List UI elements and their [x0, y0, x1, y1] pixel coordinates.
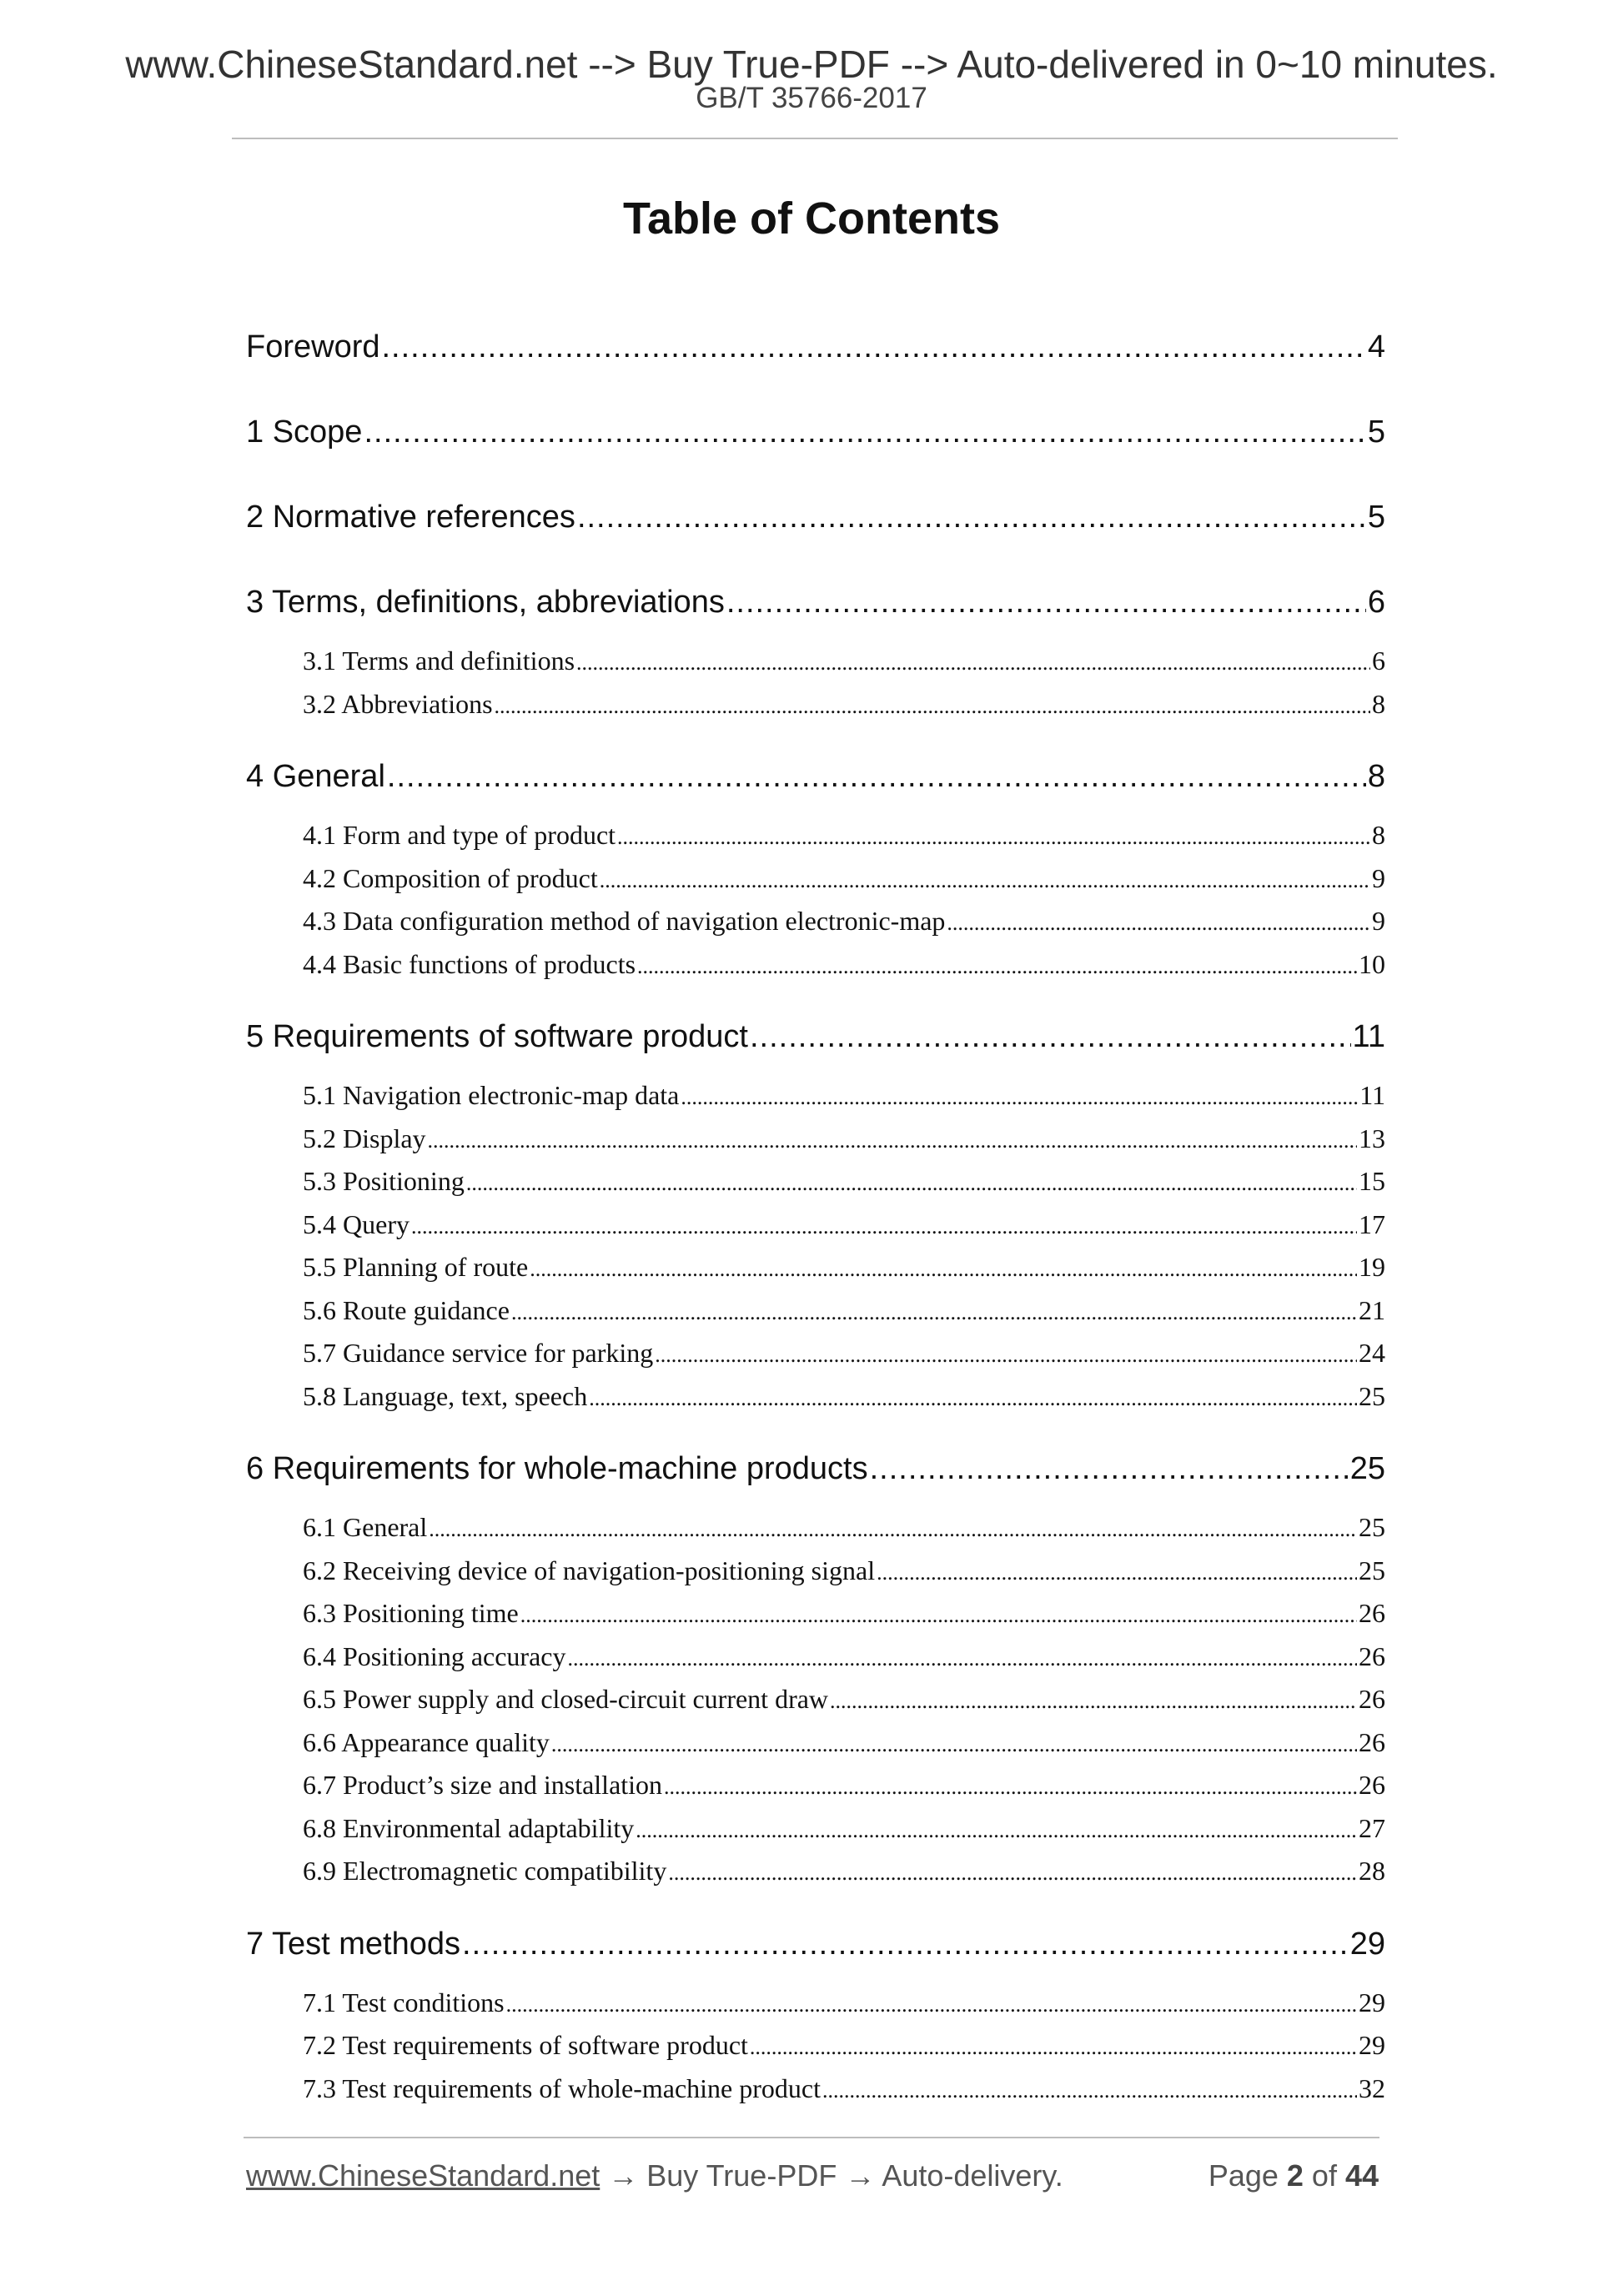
toc-subentry[interactable]: [246, 1118, 1385, 1161]
toc-subentry-label: 6.1 General: [303, 1512, 428, 1542]
toc-leader-dots: [822, 2069, 1357, 2113]
toc-entry-label: 3 Terms, definitions, abbreviations: [246, 585, 725, 620]
toc-subentry-label: 5.2 Display: [303, 1123, 426, 1153]
toc-subentry-page: 32: [1359, 2072, 1385, 2103]
toc-subentry-label: 6.9 Electromagnetic compatibility: [303, 1856, 667, 1886]
toc-subentry-label: 6.6 Appearance quality: [303, 1726, 550, 1757]
page-indicator: [1208, 2151, 1379, 2201]
toc-subentry-page: 8: [1372, 820, 1385, 850]
toc-entry-page: 5: [1367, 500, 1385, 535]
toc-entry[interactable]: [246, 568, 1385, 636]
toc-subentry-label: 6.2 Receiving device of navigation-positioning signal: [303, 1555, 876, 1585]
page-prefix: Page: [1208, 2158, 1287, 2193]
toc-subentry[interactable]: [246, 1160, 1385, 1203]
toc-entry-page: 6: [1367, 585, 1385, 620]
toc-leader-dots: [495, 685, 1370, 728]
footer-divider: [244, 2137, 1379, 2138]
toc-leader-dots: [506, 1983, 1357, 2027]
toc-subentry-page: 26: [1359, 1684, 1385, 1714]
toc-subentry-label: 5.7 Guidance service for parking: [303, 1338, 654, 1368]
toc-subentry-label: 6.5 Power supply and closed-circuit current draw: [303, 1684, 829, 1714]
toc-subentry[interactable]: [246, 814, 1385, 857]
toc-subentry-page: 25: [1359, 1555, 1385, 1585]
toc-subentry-label: 7.3 Test requirements of whole-machine product: [303, 2072, 821, 2103]
toc-leader-dots: [750, 1002, 1351, 1071]
toc-entry-label: 7 Test methods: [246, 1926, 461, 1962]
toc-entry-page: 4: [1367, 329, 1385, 364]
toc-subentry-page: 26: [1359, 1640, 1385, 1671]
toc-entry[interactable]: [246, 742, 1385, 811]
toc-subentry-page: 26: [1359, 1770, 1385, 1800]
toc-leader-dots: [576, 641, 1370, 685]
toc-subentry[interactable]: [246, 1550, 1385, 1593]
toc-leader-dots: [664, 1766, 1357, 1809]
toc-entry-page: 5: [1367, 414, 1385, 450]
toc-subentry-label: 5.1 Navigation electronic-map data: [303, 1080, 680, 1110]
toc-entry-label: 6 Requirements for whole-machine products: [246, 1451, 868, 1486]
toc-subentry-label: 3.2 Abbreviations: [303, 688, 493, 719]
current-page-number: 2: [1286, 2158, 1304, 2193]
total-pages: 44: [1344, 2158, 1379, 2193]
toc-leader-dots: [617, 816, 1370, 859]
toc-subentry[interactable]: [246, 1506, 1385, 1550]
toc-entry-label: 2 Normative references: [246, 500, 575, 535]
toc-subentry-label: 5.8 Language, text, speech: [303, 1380, 588, 1411]
footer-website-link[interactable]: www.ChineseStandard.net: [246, 2158, 600, 2193]
toc-entry[interactable]: [246, 1002, 1385, 1071]
toc-subentry-page: 11: [1359, 1080, 1385, 1110]
toc-entry[interactable]: [246, 483, 1385, 551]
toc-leader-dots: [428, 1119, 1357, 1163]
toc-subentry-label: 4.2 Composition of product: [303, 862, 598, 893]
toc-leader-dots: [577, 483, 1366, 551]
toc-entry-label: Foreword: [246, 329, 380, 364]
toc-leader-dots: [655, 1334, 1357, 1377]
toc-entry-page: 8: [1367, 759, 1385, 794]
toc-subentry[interactable]: [246, 1721, 1385, 1765]
header-divider: [232, 138, 1398, 139]
toc-leader-dots: [429, 1508, 1357, 1551]
toc-subentry-page: 9: [1372, 906, 1385, 936]
toc-entry[interactable]: [246, 398, 1385, 466]
toc-subentry[interactable]: [246, 1592, 1385, 1635]
toc-subentry-page: 9: [1372, 862, 1385, 893]
toc-subentry[interactable]: [246, 1289, 1385, 1333]
toc-subentry-page: 26: [1359, 1598, 1385, 1628]
toc-subentry-page: 24: [1359, 1338, 1385, 1368]
toc-leader-dots: [668, 1851, 1357, 1895]
toc-leader-dots: [411, 1205, 1357, 1248]
toc-subentry-page: 8: [1372, 688, 1385, 719]
toc-subentry-label: 6.8 Environmental adaptability: [303, 1812, 635, 1843]
toc-leader-dots: [681, 1076, 1358, 1119]
toc-entry-label: 1 Scope: [246, 414, 363, 450]
toc-subentry[interactable]: [246, 900, 1385, 943]
table-of-contents: [246, 313, 1385, 2110]
toc-leader-dots: [750, 2026, 1357, 2069]
toc-leader-dots: [567, 1637, 1357, 1681]
toc-subentry[interactable]: [246, 1807, 1385, 1851]
toc-subentry-label: 5.6 Route guidance: [303, 1294, 510, 1325]
toc-subentry-page: 17: [1359, 1208, 1385, 1239]
standard-number: GB/T 35766-2017: [696, 82, 927, 114]
toc-subentry-label: 5.5 Planning of route: [303, 1252, 529, 1282]
toc-subentry-label: 6.3 Positioning time: [303, 1598, 519, 1628]
toc-subentry-page: 27: [1359, 1812, 1385, 1843]
toc-leader-dots: [551, 1723, 1357, 1766]
toc-leader-dots: [462, 1910, 1349, 1978]
toc-leader-dots: [364, 398, 1365, 466]
toc-subentry[interactable]: [246, 640, 1385, 683]
toc-subentry-label: 4.4 Basic functions of products: [303, 948, 636, 979]
toc-entry-page: 11: [1352, 1019, 1385, 1054]
toc-leader-dots: [511, 1291, 1357, 1334]
toc-subentry[interactable]: [246, 1203, 1385, 1247]
toc-subentry[interactable]: [246, 1850, 1385, 1893]
page-title: Table of Contents: [623, 193, 1000, 244]
toc-leader-dots: [600, 859, 1370, 902]
toc-subentry-page: 29: [1359, 1987, 1385, 2017]
toc-subentry-label: 6.7 Product’s size and installation: [303, 1770, 663, 1800]
footer-tagline: → Buy True-PDF → Auto-delivery.: [600, 2158, 1063, 2193]
toc-leader-dots: [877, 1551, 1357, 1595]
toc-subentry-label: 6.4 Positioning accuracy: [303, 1640, 566, 1671]
toc-subentry-page: 25: [1359, 1380, 1385, 1411]
toc-entry-page: 25: [1349, 1451, 1385, 1486]
top-banner: www.ChineseStandard.net --> Buy True-PDF --> Auto-delivered in 0~10 minutes.: [125, 43, 1498, 86]
toc-entry[interactable]: [246, 313, 1385, 381]
toc-subentry-page: 21: [1359, 1294, 1385, 1325]
toc-leader-dots: [947, 902, 1370, 945]
toc-subentry-label: 7.2 Test requirements of software product: [303, 2030, 748, 2060]
toc-subentry-label: 5.3 Positioning: [303, 1166, 465, 1196]
toc-leader-dots: [830, 1680, 1357, 1723]
page-of-text: of: [1303, 2158, 1345, 2193]
toc-subentry[interactable]: [246, 1982, 1385, 2025]
toc-subentry-page: 19: [1359, 1252, 1385, 1282]
toc-subentry[interactable]: [246, 1074, 1385, 1118]
toc-subentry[interactable]: [246, 943, 1385, 987]
toc-subentry-label: 7.1 Test conditions: [303, 1987, 505, 2017]
toc-subentry[interactable]: [246, 2067, 1385, 2111]
toc-subentry-label: 4.3 Data configuration method of navigation electronic-map: [303, 906, 946, 936]
toc-subentry-page: 6: [1372, 646, 1385, 676]
toc-entry-page: 29: [1349, 1926, 1385, 1962]
toc-leader-dots: [530, 1248, 1357, 1291]
toc-subentry[interactable]: [246, 2024, 1385, 2067]
toc-subentry[interactable]: [246, 1678, 1385, 1721]
toc-subentry-page: 13: [1359, 1123, 1385, 1153]
toc-leader-dots: [387, 742, 1366, 811]
toc-subentry[interactable]: [246, 1332, 1385, 1375]
toc-entry-label: 4 General: [246, 759, 385, 794]
toc-leader-dots: [382, 313, 1366, 381]
toc-leader-dots: [726, 568, 1366, 636]
toc-subentry-page: 26: [1359, 1726, 1385, 1757]
toc-leader-dots: [520, 1594, 1357, 1637]
toc-subentry[interactable]: [246, 1764, 1385, 1807]
toc-subentry[interactable]: [246, 683, 1385, 726]
toc-subentry-label: 3.1 Terms and definitions: [303, 646, 575, 676]
toc-entry-label: 5 Requirements of software product: [246, 1019, 748, 1054]
toc-subentry[interactable]: [246, 1635, 1385, 1679]
toc-subentry[interactable]: [246, 1246, 1385, 1289]
toc-subentry-label: 4.1 Form and type of product: [303, 820, 616, 850]
toc-subentry-label: 5.4 Query: [303, 1208, 410, 1239]
toc-leader-dots: [466, 1162, 1357, 1205]
toc-leader-dots: [870, 1434, 1349, 1503]
toc-subentry[interactable]: [246, 1375, 1385, 1419]
toc-subentry-page: 25: [1359, 1512, 1385, 1542]
toc-subentry-page: 28: [1359, 1856, 1385, 1886]
toc-entry[interactable]: [246, 1434, 1385, 1503]
toc-entry[interactable]: [246, 1910, 1385, 1978]
footer: [246, 2151, 1379, 2201]
toc-leader-dots: [636, 1809, 1357, 1852]
toc-subentry[interactable]: [246, 857, 1385, 901]
toc-subentry-page: 15: [1359, 1166, 1385, 1196]
toc-subentry-page: 10: [1359, 948, 1385, 979]
toc-leader-dots: [637, 945, 1357, 988]
toc-leader-dots: [589, 1377, 1357, 1420]
toc-subentry-page: 29: [1359, 2030, 1385, 2060]
